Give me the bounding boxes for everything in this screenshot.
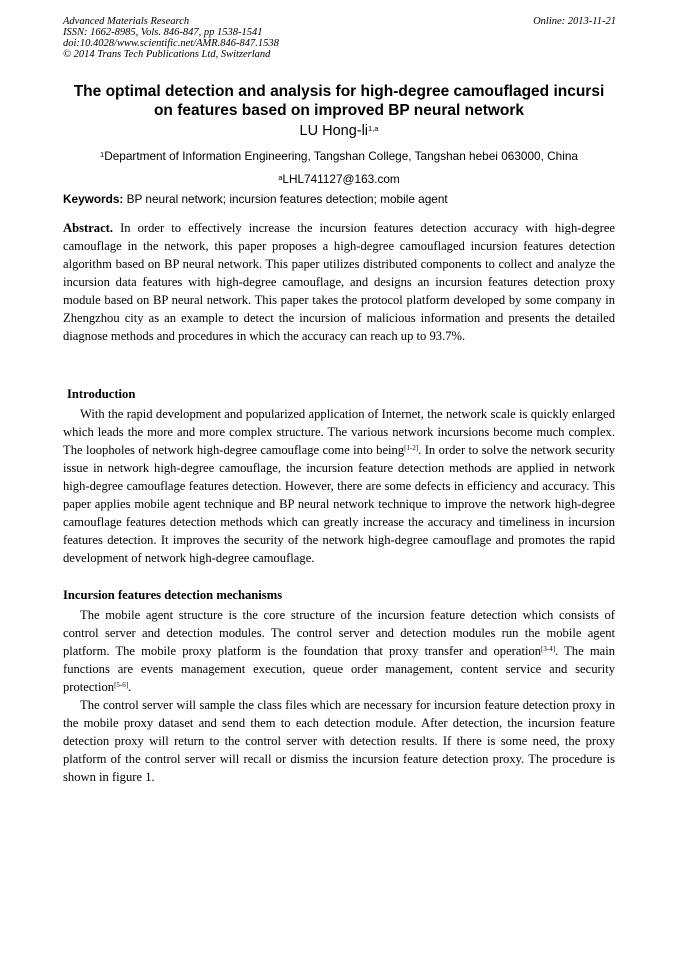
keywords-text: BP neural network; incursion features detection; mobile agent [123, 192, 448, 206]
abstract [63, 219, 615, 345]
affiliation [63, 149, 615, 164]
author-line [63, 122, 615, 140]
issn-line: ISSN: 1662-8985, Vols. 846-847, pp 1538-1541 [63, 27, 263, 38]
introduction-paragraph [63, 405, 615, 567]
keywords [63, 192, 615, 207]
mech-text-c: . [128, 680, 132, 694]
citation-ref: [1-2] [404, 444, 419, 452]
journal-header [63, 16, 279, 60]
mech-text-b: . The main functions are events management execution, queue order management, content service and security protection [63, 644, 616, 694]
mechanisms-heading: Incursion features detection mechanisms [63, 588, 283, 602]
citation-ref: [5-6] [114, 681, 129, 689]
intro-text-b: . In order to solve the network security issue in network high-degree camouflage, the incursion feature detection methods are applied in network high-degree camouflage features detection. However, there are some defects in efficiency and accuracy. This paper applies mobile agent technique and BP neural network technique to improve the network high-degree camouflage features detection methods which can greatly increase the accuracy and timeliness in incursion features detection. It improves the security of the network high-degree camouflage and promotes the rapid development of network high-degree camouflage. [63, 443, 615, 565]
author-name: LU Hong-li [299, 123, 369, 139]
mechanisms-section [63, 606, 615, 786]
abstract-text: In order to effectively increase the incursion features detection accuracy with high-degree camouflage in the network, this paper proposes a high-degree camouflaged incursion features detection algorithm based on BP neural network. This paper utilizes distributed components to collect and analyze the incursion data features with high-degree camouflage, and designs an incursion features detection proxy module based on BP neural network. This paper takes the protocol platform developed by some company in Zhengzhou city as an example to detect the incursion of malicious information and presents the detailed diagnose methods and procedures in which the accuracy can reach up to 93.7%. [63, 221, 615, 343]
author-sup: 1,a [368, 124, 379, 133]
mechanisms-paragraph-2: The control server will sample the class files which are necessary for incursion feature detection proxy in the mobile proxy dataset and send them to each detection module. After detection, the incursion feature detection proxy will return to the control server with detection results. If there is some need, the proxy platform of the control server will recall or dismiss the incursion feature detection proxy. The procedure is shown in figure 1. [63, 698, 615, 784]
abstract-label: Abstract. [63, 221, 114, 235]
online-date: Online: 2013-11-21 [533, 16, 616, 27]
copyright-line: © 2014 Trans Tech Publications Ltd, Switzerland [63, 49, 271, 60]
affiliation-sup: 1 [100, 150, 105, 159]
introduction-heading: Introduction [67, 387, 136, 401]
email-address: LHL741127@163.com [282, 172, 400, 186]
email-line [63, 172, 615, 187]
paper-title: The optimal detection and analysis for high-degree camouflaged incursi on features based on improved BP neural network [73, 83, 605, 119]
journal-name: Advanced Materials Research [63, 16, 190, 27]
email-sup: a [278, 173, 283, 182]
mech-text-a: The mobile agent structure is the core structure of the incursion feature detection which consists of control server and detection modules. The control server and detection modules run the mobile agent platform. The mobile proxy platform is the foundation that proxy transfer and operation [63, 608, 615, 658]
keywords-label: Keywords: [63, 192, 124, 206]
affiliation-text: Department of Information Engineering, Tangshan College, Tangshan hebei 063000, China [104, 149, 578, 163]
citation-ref: [3-4] [541, 645, 556, 653]
intro-text-a: With the rapid development and popularized application of Internet, the network scale is quickly enlarged which leads the more and more complex structure. The various network incursions become much complex. The loopholes of network high-degree camouflage come into being [63, 407, 615, 457]
mechanisms-paragraph-1 [63, 606, 615, 696]
doi-line: doi:10.4028/www.scientific.net/AMR.846-847.1538 [63, 38, 279, 49]
